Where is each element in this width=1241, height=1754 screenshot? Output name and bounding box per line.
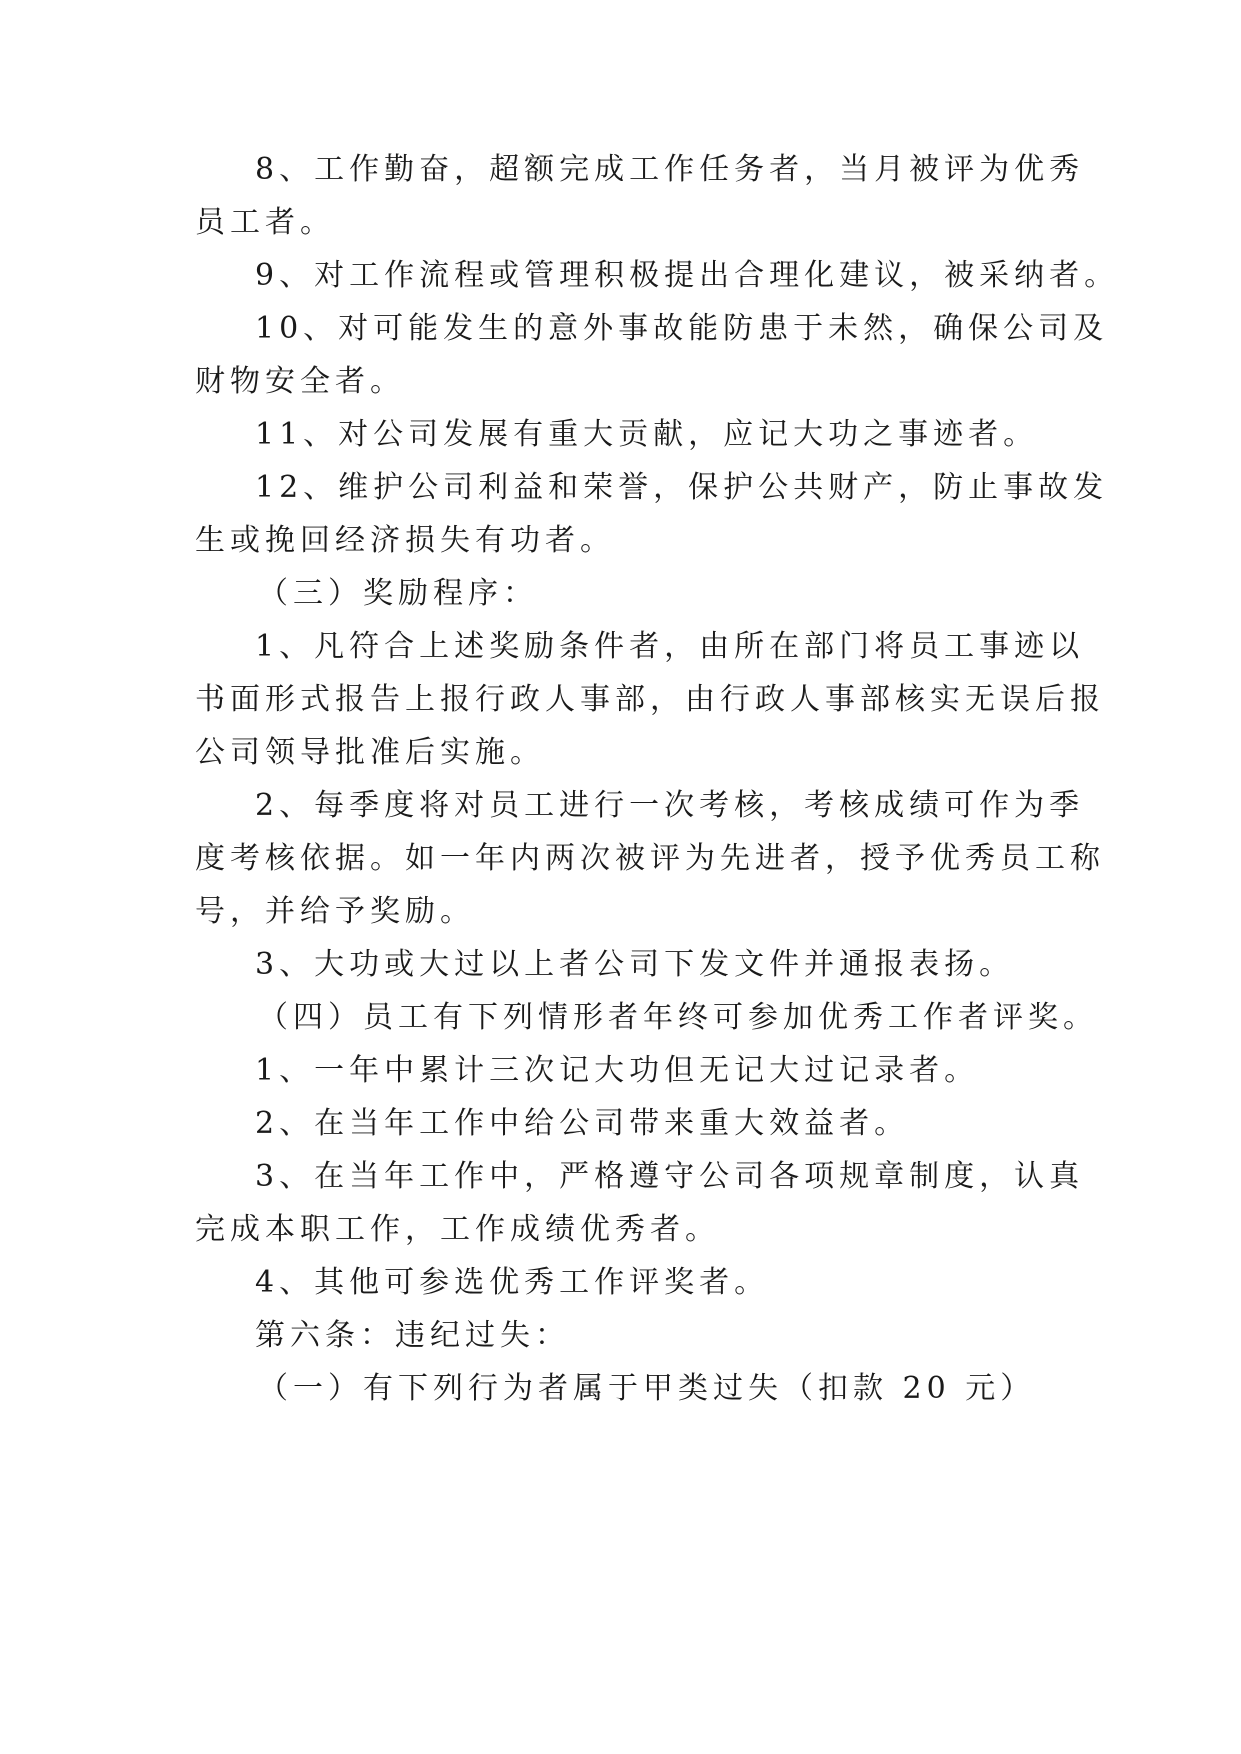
section-heading: （四）员工有下列情形者年终可参加优秀工作者评奖。 xyxy=(258,1000,1098,1035)
text-line: 财物安全者。 xyxy=(195,364,405,399)
text-line: 3、大功或大过以上者公司下发文件并通报表扬。 xyxy=(255,947,1015,982)
text-line: 9、对工作流程或管理积极提出合理化建议，被采纳者。 xyxy=(255,258,1120,293)
text-line: 4、其他可参选优秀工作评奖者。 xyxy=(255,1265,770,1300)
text-line: 8、工作勤奋，超额完成工作任务者，当月被评为优秀 xyxy=(255,152,1085,187)
text-line: 11、对公司发展有重大贡献，应记大功之事迹者。 xyxy=(255,417,1039,452)
text-line: 员工者。 xyxy=(195,205,335,240)
text-line: 2、在当年工作中给公司带来重大效益者。 xyxy=(255,1106,910,1141)
text-line: 12、维护公司利益和荣誉，保护公共财产，防止事故发 xyxy=(255,470,1109,505)
text-line: 2、每季度将对员工进行一次考核，考核成绩可作为季 xyxy=(255,788,1085,823)
text-line: 10、对可能发生的意外事故能防患于未然，确保公司及 xyxy=(255,311,1109,346)
text-line: 1、凡符合上述奖励条件者，由所在部门将员工事迹以 xyxy=(255,629,1085,664)
text-line: 号，并给予奖励。 xyxy=(195,894,475,929)
text-line: 度考核依据。如一年内两次被评为先进者，授予优秀员工称 xyxy=(195,841,1105,876)
section-heading: （一）有下列行为者属于甲类过失（扣款 20 元） xyxy=(258,1371,1036,1406)
text-line: 1、一年中累计三次记大功但无记大过记录者。 xyxy=(255,1053,980,1088)
text-line: 完成本职工作，工作成绩优秀者。 xyxy=(195,1212,720,1247)
text-line: 3、在当年工作中，严格遵守公司各项规章制度，认真 xyxy=(255,1159,1085,1194)
text-line: 生或挽回经济损失有功者。 xyxy=(195,523,615,558)
article-heading: 第六条：违纪过失： xyxy=(255,1318,570,1353)
section-heading: （三）奖励程序： xyxy=(258,576,538,611)
text-line: 公司领导批准后实施。 xyxy=(195,735,545,770)
text-line: 书面形式报告上报行政人事部，由行政人事部核实无误后报 xyxy=(195,682,1105,717)
